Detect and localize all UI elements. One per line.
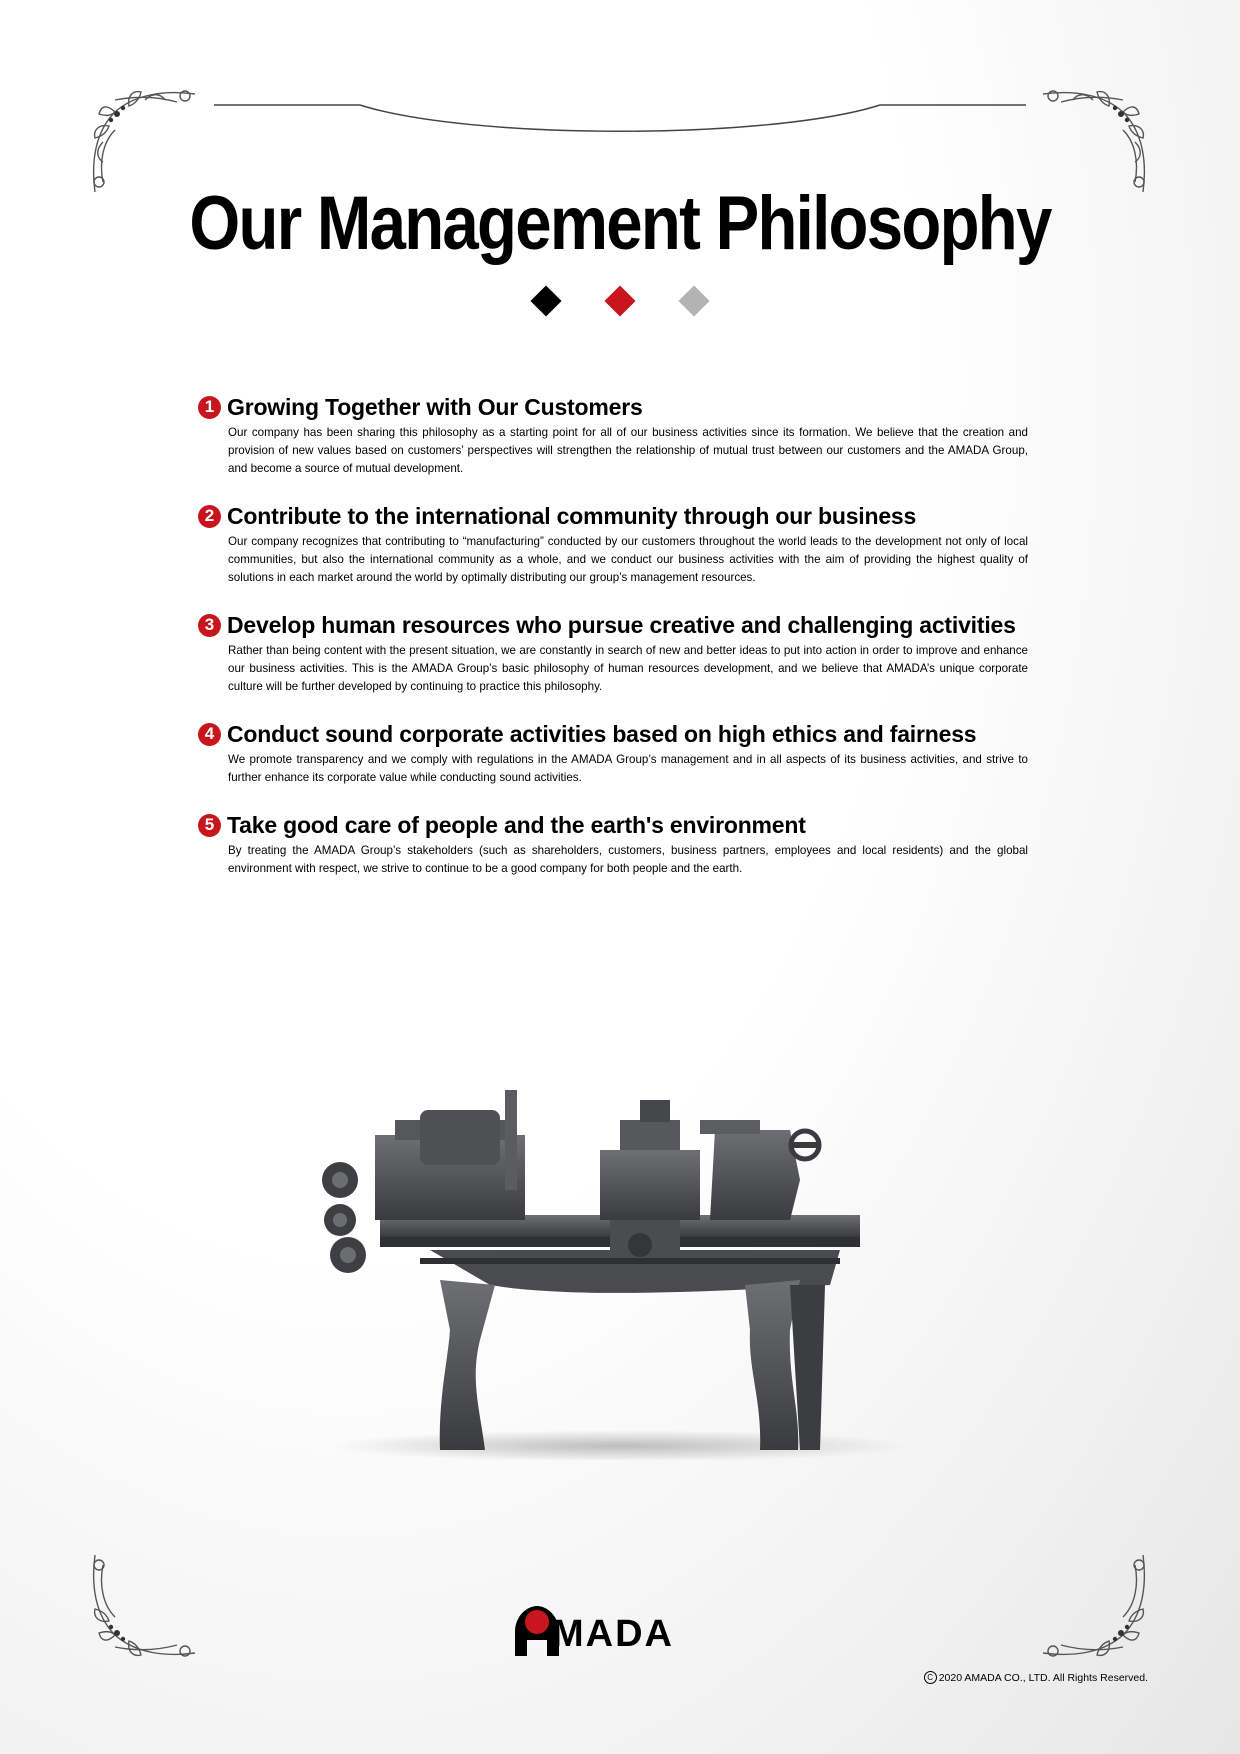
corner-ornament-icon [85, 82, 205, 202]
item-description: Our company recognizes that contributing to “manufacturing” conducted by our customers throughout the world leads to the development not only of local communities, but also the international community as a whole, and we conduct our business activities with the aim of providing the highest quality of solutions in each market around the world by optimally distributing our group’s management resources. [228, 535, 1028, 584]
item-heading: Develop human resources who pursue creative and challenging activities [227, 612, 1016, 638]
item-heading: Conduct sound corporate activities based on high ethics and fairness [227, 721, 977, 747]
item-number-badge: 4 [198, 723, 221, 746]
lathe-machine-illustration [320, 1080, 920, 1460]
item-number-badge: 1 [198, 396, 221, 419]
item-heading: Take good care of people and the earth's environment [227, 812, 806, 838]
philosophy-item [198, 720, 1028, 787]
item-description: By treating the AMADA Group’s stakeholders (such as shareholders, customers, business partners, employees and local residents) and the global environment with respect, we strive to continue to be a good company for both people and the earth. [228, 844, 1028, 875]
item-number-badge: 2 [198, 505, 221, 528]
page-title: Our Management Philosophy [189, 181, 1051, 266]
item-heading: Growing Together with Our Customers [227, 394, 643, 420]
copyright-text: 2020 AMADA CO., LTD. All Rights Reserved. [938, 1671, 1148, 1684]
item-heading: Contribute to the international community through our business [227, 503, 917, 529]
corner-ornament-icon [1033, 1545, 1153, 1665]
item-number-badge: 5 [198, 814, 221, 837]
philosophy-list [198, 393, 1028, 902]
copyright-icon: C [924, 1671, 937, 1684]
philosophy-item [198, 611, 1028, 696]
philosophy-item [198, 393, 1028, 478]
item-description: Our company has been sharing this philosophy as a starting point for all of our business activities since its formation. We believe that the creation and provision of new values based on customers’ perspectives will strengthen the relationship of mutual trust between our customers and the AMADA Group, and become a source of mutual development. [228, 426, 1028, 475]
philosophy-item [198, 811, 1028, 878]
corner-ornament-icon [1033, 82, 1153, 202]
header-divider [210, 95, 1030, 155]
decorative-diamonds-icon [528, 283, 712, 319]
item-description: Rather than being content with the present situation, we are constantly in search of new and better ideas to put into action in order to improve and enhance our business activities. This is the AMADA Group’s basic philosophy of human resources development, and we believe that AMADA’s unique corporate culture will be further developed by continuing to practice this philosophy. [228, 644, 1028, 693]
copyright-notice [924, 1671, 1148, 1684]
corner-ornament-icon [85, 1545, 205, 1665]
brand-wordmark: MADA [552, 1613, 674, 1655]
item-number-badge: 3 [198, 614, 221, 637]
philosophy-item [198, 502, 1028, 587]
item-description: We promote transparency and we comply with regulations in the AMADA Group’s management and in all aspects of its business activities, and strive to further enhance its corporate value while conducting sound activities. [228, 753, 1028, 784]
